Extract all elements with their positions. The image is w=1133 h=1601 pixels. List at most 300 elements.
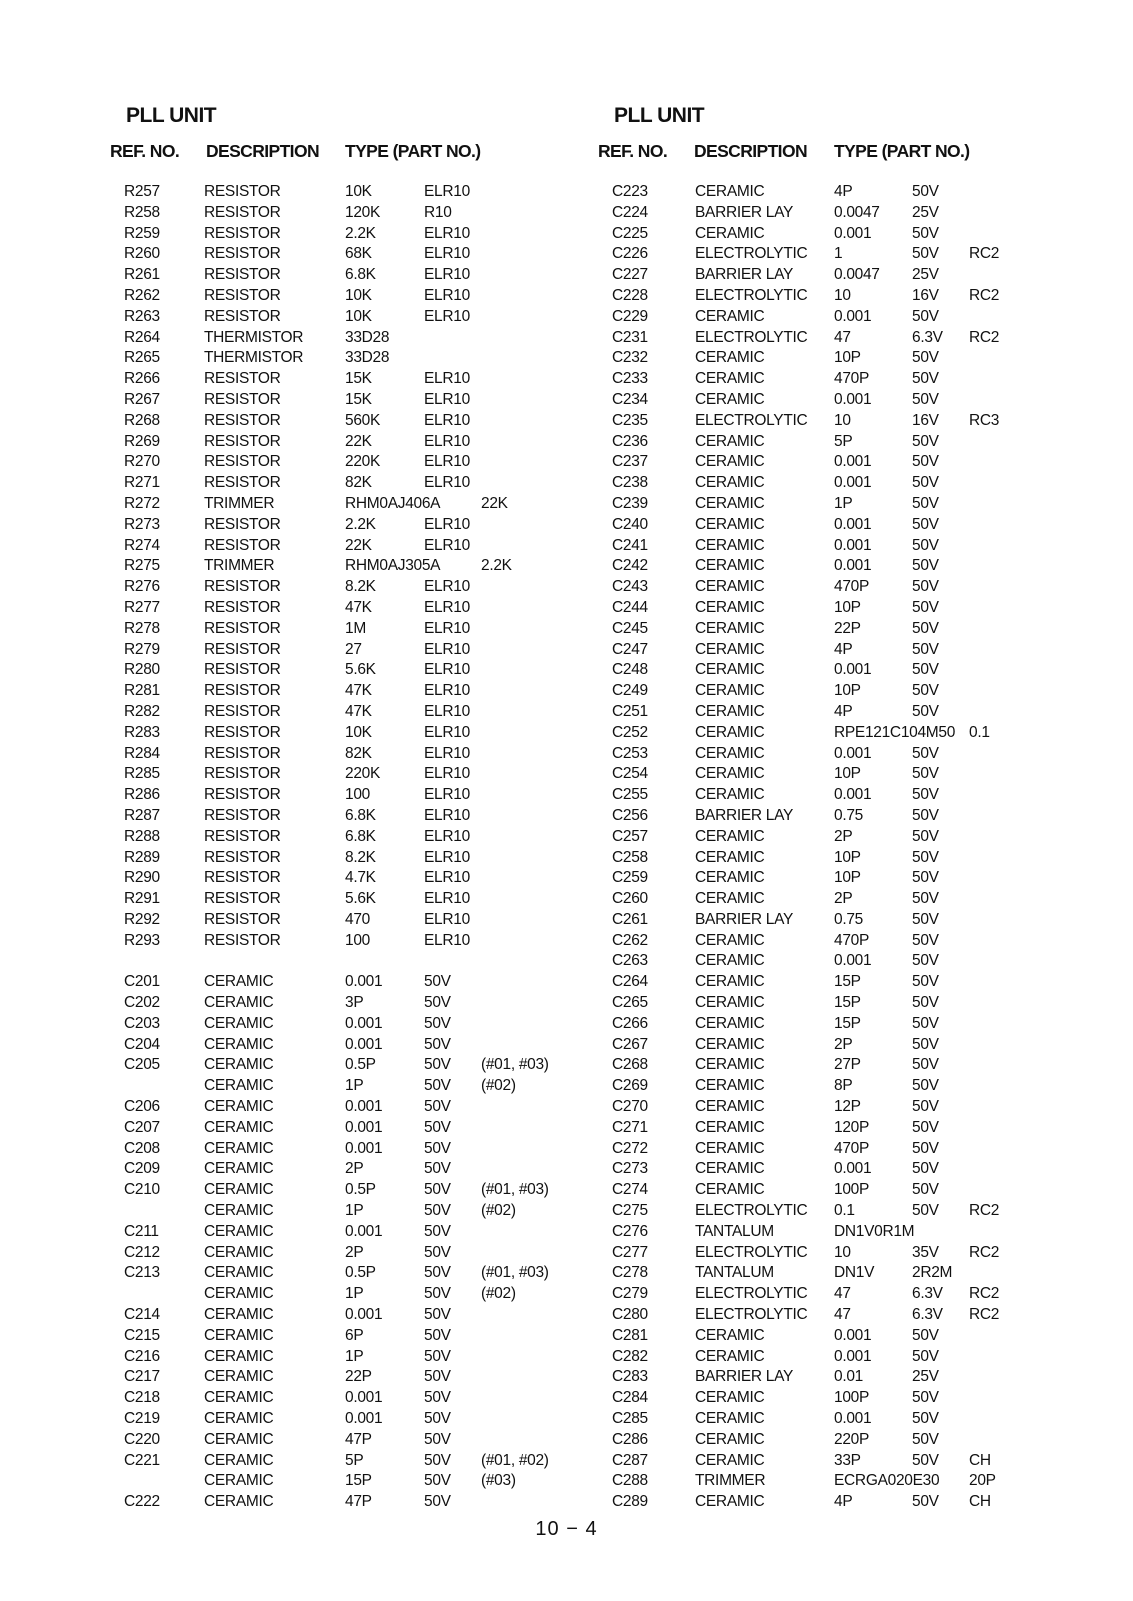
- ref-no: C237: [612, 453, 648, 471]
- part-rating: 50V: [912, 1326, 939, 1344]
- table-row: [612, 1096, 1032, 1117]
- description: CERAMIC: [695, 786, 765, 804]
- page-number: 10 − 4: [535, 1518, 598, 1540]
- table-row: [612, 1450, 1032, 1471]
- table-row: [612, 410, 1032, 431]
- description: ELECTROLYTIC: [695, 1243, 808, 1261]
- description: RESISTOR: [204, 183, 281, 200]
- type-value: 0.001: [345, 1035, 383, 1053]
- table-row: [124, 1158, 594, 1179]
- part-rating: 50V: [424, 994, 451, 1012]
- description: CERAMIC: [695, 744, 765, 762]
- part-rating: 50V: [424, 1493, 451, 1511]
- table-row: [612, 1138, 1032, 1159]
- table-row: [612, 722, 1032, 743]
- description: CERAMIC: [695, 765, 765, 783]
- note: RC2: [969, 328, 1000, 346]
- ref-no: C233: [612, 370, 648, 388]
- type-value: 10P: [834, 765, 861, 783]
- part-rating: ELR10: [424, 370, 470, 388]
- type-value: 100P: [834, 1181, 869, 1199]
- type-value: 0.0047: [834, 266, 880, 284]
- description: CERAMIC: [695, 183, 765, 200]
- part-rating: 50V: [912, 453, 939, 471]
- table-row: [124, 451, 594, 472]
- ref-no: C226: [612, 245, 648, 263]
- part-rating: 16V: [912, 411, 939, 429]
- table-row: [612, 826, 1032, 847]
- description: RESISTOR: [204, 682, 281, 700]
- type-value: 1P: [345, 1285, 364, 1303]
- type-value: 47: [834, 1306, 851, 1324]
- part-rating: 50V: [424, 1098, 451, 1116]
- ref-no: C248: [612, 661, 648, 679]
- table-row: [612, 1179, 1032, 1200]
- type-value: 1M: [345, 619, 366, 637]
- ref-no: R272: [124, 494, 160, 512]
- table-row: [612, 639, 1032, 660]
- table-row: [612, 451, 1032, 472]
- table-row: [124, 659, 594, 680]
- table-row: [124, 763, 594, 784]
- ref-no: C255: [612, 786, 648, 804]
- table-row: [612, 576, 1032, 597]
- ref-no: C271: [612, 1118, 648, 1136]
- description: BARRIER LAY: [695, 266, 794, 284]
- type-value: 0.001: [345, 1118, 383, 1136]
- part-rating: 50V: [912, 1160, 939, 1178]
- description: RESISTOR: [204, 370, 281, 388]
- ref-no: C244: [612, 598, 648, 616]
- type-value: 33P: [834, 1451, 861, 1469]
- description: CERAMIC: [695, 536, 765, 554]
- part-rating: 50V: [424, 1347, 451, 1365]
- type-value: 0.001: [834, 515, 872, 533]
- table-row: [612, 680, 1032, 701]
- part-rating: 50V: [912, 349, 939, 367]
- description: BARRIER LAY: [695, 203, 794, 221]
- table-row: [612, 555, 1032, 576]
- ref-no: C273: [612, 1160, 648, 1178]
- ref-no: C220: [124, 1430, 160, 1448]
- ref-no: C222: [124, 1493, 160, 1511]
- table-row: [124, 826, 594, 847]
- part-rating: 50V: [424, 1243, 451, 1261]
- description: CERAMIC: [695, 224, 765, 242]
- table-row: [124, 1325, 594, 1346]
- table-row: [612, 971, 1032, 992]
- type-value: 0.5P: [345, 1181, 376, 1199]
- description: RESISTOR: [204, 786, 281, 804]
- ref-no: R257: [124, 183, 160, 200]
- part-rating: 50V: [912, 869, 939, 887]
- description: RESISTOR: [204, 224, 281, 242]
- part-rating: 50V: [912, 474, 939, 492]
- ref-no: R284: [124, 744, 160, 762]
- ref-no: R269: [124, 432, 160, 450]
- table-row: [612, 243, 1032, 264]
- ref-no: C217: [124, 1368, 160, 1386]
- description: CERAMIC: [204, 1306, 274, 1324]
- type-value: 15K: [345, 370, 372, 388]
- part-rating: 50V: [912, 848, 939, 866]
- description: RESISTOR: [204, 390, 281, 408]
- ref-no: C260: [612, 890, 648, 908]
- part-rating: ELR10: [424, 598, 470, 616]
- table-row: [612, 805, 1032, 826]
- part-rating: 50V: [912, 806, 939, 824]
- description: CERAMIC: [204, 1264, 274, 1282]
- type-value: RPE121C104M50: [834, 723, 956, 741]
- part-rating: 50V: [424, 1410, 451, 1428]
- table-row: [124, 1262, 594, 1283]
- part-rating: 50V: [424, 1222, 451, 1240]
- part-rating: 25V: [912, 1368, 939, 1386]
- ref-no: C201: [124, 973, 160, 991]
- column-headers: [598, 141, 1032, 181]
- parts-list: [124, 181, 594, 1512]
- note: RC2: [969, 286, 1000, 304]
- type-value: 47: [834, 1285, 851, 1303]
- part-rating: 50V: [912, 557, 939, 575]
- note: CH: [969, 1451, 991, 1469]
- part-rating: 50V: [912, 515, 939, 533]
- type-value: 10K: [345, 183, 372, 200]
- note: 22K: [481, 494, 508, 512]
- part-rating: 50V: [912, 536, 939, 554]
- description: TRIMMER: [204, 494, 275, 512]
- description: CERAMIC: [204, 1181, 274, 1199]
- ref-no: C218: [124, 1389, 160, 1407]
- table-row: [612, 950, 1032, 971]
- description: RESISTOR: [204, 411, 281, 429]
- table-row: [124, 1470, 594, 1491]
- part-rating: 50V: [912, 1202, 939, 1220]
- ref-no: R285: [124, 765, 160, 783]
- note: (#02): [481, 1202, 516, 1220]
- unit-title: PLL UNIT: [614, 104, 705, 127]
- table-row: [612, 1054, 1032, 1075]
- note: (#03): [481, 1472, 516, 1490]
- type-value: 1P: [345, 1347, 364, 1365]
- header-description: DESCRIPTION: [206, 141, 319, 161]
- description: RESISTOR: [204, 661, 281, 679]
- ref-no: C240: [612, 515, 648, 533]
- description: RESISTOR: [204, 702, 281, 720]
- ref-no: C227: [612, 266, 648, 284]
- ref-no: C262: [612, 931, 648, 949]
- part-rating: 50V: [424, 1472, 451, 1490]
- ref-no: C272: [612, 1139, 648, 1157]
- part-rating: ELR10: [424, 640, 470, 658]
- ref-no: R264: [124, 328, 160, 346]
- part-rating: 50V: [912, 640, 939, 658]
- description: RESISTOR: [204, 827, 281, 845]
- table-row: [124, 1491, 594, 1512]
- type-value: 47P: [345, 1493, 372, 1511]
- table-row: [612, 181, 1032, 202]
- table-row: [612, 743, 1032, 764]
- part-rating: ELR10: [424, 536, 470, 554]
- description: THERMISTOR: [204, 328, 304, 346]
- description: RESISTOR: [204, 432, 281, 450]
- type-value: 470P: [834, 578, 869, 596]
- part-rating: 50V: [424, 1118, 451, 1136]
- type-value: 0.001: [834, 744, 872, 762]
- ref-no: C223: [612, 183, 648, 200]
- type-value: 470: [345, 910, 370, 928]
- header-ref-no: REF. NO.: [598, 141, 668, 161]
- note: RC2: [969, 1306, 1000, 1324]
- ref-no: R288: [124, 827, 160, 845]
- table-row: [124, 1221, 594, 1242]
- table-row: [124, 1450, 594, 1471]
- table-row: [124, 1283, 594, 1304]
- type-value: DN1V: [834, 1264, 875, 1282]
- ref-no: C221: [124, 1451, 160, 1469]
- ref-no: C219: [124, 1410, 160, 1428]
- part-rating: 50V: [912, 183, 939, 200]
- type-value: 1P: [834, 494, 853, 512]
- table-row: [612, 514, 1032, 535]
- part-rating: 50V: [912, 786, 939, 804]
- ref-no: C283: [612, 1368, 648, 1386]
- description: CERAMIC: [695, 1056, 765, 1074]
- ref-no: R273: [124, 515, 160, 533]
- description: TANTALUM: [695, 1264, 774, 1282]
- ref-no: C268: [612, 1056, 648, 1074]
- ref-no: C263: [612, 952, 648, 970]
- description: CERAMIC: [204, 1410, 274, 1428]
- description: BARRIER LAY: [695, 910, 794, 928]
- type-value: 0.5P: [345, 1056, 376, 1074]
- table-row: [124, 992, 594, 1013]
- type-value: 10P: [834, 598, 861, 616]
- part-rating: 50V: [912, 307, 939, 325]
- part-rating: 50V: [912, 598, 939, 616]
- description: RESISTOR: [204, 536, 281, 554]
- type-value: 10K: [345, 723, 372, 741]
- type-value: 0.001: [345, 1098, 383, 1116]
- ref-no: C275: [612, 1202, 648, 1220]
- ref-no: C204: [124, 1035, 160, 1053]
- type-value: 10P: [834, 682, 861, 700]
- part-rating: 35V: [912, 1243, 939, 1261]
- description: CERAMIC: [695, 890, 765, 908]
- part-rating: 25V: [912, 203, 939, 221]
- description: CERAMIC: [695, 869, 765, 887]
- table-row: [612, 1387, 1032, 1408]
- part-rating: R10: [424, 203, 452, 221]
- part-rating: 50V: [912, 432, 939, 450]
- description: CERAMIC: [695, 1077, 765, 1095]
- description: CERAMIC: [695, 1389, 765, 1407]
- table-row: [124, 930, 594, 951]
- table-row: [612, 1075, 1032, 1096]
- description: CERAMIC: [695, 494, 765, 512]
- description: CERAMIC: [695, 827, 765, 845]
- table-row: [124, 181, 594, 202]
- description: TANTALUM: [695, 1222, 774, 1240]
- table-row: [612, 431, 1032, 452]
- description: TRIMMER: [204, 557, 275, 575]
- description: CERAMIC: [695, 848, 765, 866]
- ref-no: C210: [124, 1181, 160, 1199]
- type-value: 15P: [834, 1014, 861, 1032]
- table-row: [612, 1429, 1032, 1450]
- part-rating: ELR10: [424, 266, 470, 284]
- part-rating: ELR10: [424, 619, 470, 637]
- table-row: [124, 847, 594, 868]
- type-value: 0.01: [834, 1368, 863, 1386]
- part-rating: 50V: [912, 1347, 939, 1365]
- note: RC2: [969, 1285, 1000, 1303]
- description: CERAMIC: [204, 1139, 274, 1157]
- ref-no: C236: [612, 432, 648, 450]
- type-value: 0.001: [834, 661, 872, 679]
- description: CERAMIC: [695, 952, 765, 970]
- ref-no: C288: [612, 1472, 648, 1490]
- description: CERAMIC: [204, 1202, 274, 1220]
- ref-no: C231: [612, 328, 648, 346]
- type-value: 0.001: [834, 1347, 872, 1365]
- type-value: 220K: [345, 453, 380, 471]
- part-rating: 50V: [912, 682, 939, 700]
- part-rating: 50V: [912, 1118, 939, 1136]
- type-value: 100: [345, 931, 370, 949]
- note: (#01, #02): [481, 1451, 549, 1469]
- type-value: 0.75: [834, 806, 863, 824]
- description: CERAMIC: [695, 1347, 765, 1365]
- note: RC2: [969, 1243, 1000, 1261]
- ref-no: C285: [612, 1410, 648, 1428]
- ref-no: R258: [124, 203, 160, 221]
- ref-no: C287: [612, 1451, 648, 1469]
- ref-no: C257: [612, 827, 648, 845]
- ref-no: C251: [612, 702, 648, 720]
- description: CERAMIC: [204, 1243, 274, 1261]
- part-rating: ELR10: [424, 578, 470, 596]
- ref-no: R267: [124, 390, 160, 408]
- part-rating: 50V: [912, 1181, 939, 1199]
- ref-no: C212: [124, 1243, 160, 1261]
- description: CERAMIC: [695, 994, 765, 1012]
- ref-no: R291: [124, 890, 160, 908]
- type-value: 5P: [834, 432, 853, 450]
- type-value: 120P: [834, 1118, 869, 1136]
- part-rating: 50V: [424, 973, 451, 991]
- type-value: 120K: [345, 203, 380, 221]
- ref-no: C276: [612, 1222, 648, 1240]
- table-row: [124, 264, 594, 285]
- type-value: 0.001: [345, 973, 383, 991]
- ref-no: C264: [612, 973, 648, 991]
- table-row: [124, 1429, 594, 1450]
- description: CERAMIC: [695, 973, 765, 991]
- type-value: 8P: [834, 1077, 853, 1095]
- description: CERAMIC: [695, 1098, 765, 1116]
- ref-no: R292: [124, 910, 160, 928]
- type-value: 47K: [345, 702, 372, 720]
- type-value: 0.001: [834, 224, 872, 242]
- table-row: [612, 202, 1032, 223]
- table-row: [612, 597, 1032, 618]
- table-row: [612, 784, 1032, 805]
- part-rating: 50V: [912, 952, 939, 970]
- table-row: [124, 867, 594, 888]
- ref-no: C270: [612, 1098, 648, 1116]
- type-value: 6.8K: [345, 827, 376, 845]
- description: RESISTOR: [204, 245, 281, 263]
- type-value: DN1V0R1M: [834, 1222, 915, 1240]
- description: CERAMIC: [204, 1368, 274, 1386]
- description: RESISTOR: [204, 890, 281, 908]
- type-value: 47K: [345, 598, 372, 616]
- table-row: [612, 1221, 1032, 1242]
- ref-no: C253: [612, 744, 648, 762]
- table-row: [124, 306, 594, 327]
- ref-no: C211: [124, 1222, 159, 1240]
- part-rating: 6.3V: [912, 1306, 943, 1324]
- ref-no: C215: [124, 1326, 160, 1344]
- left-parts-column: [110, 104, 594, 1512]
- table-row: [124, 431, 594, 452]
- part-rating: ELR10: [424, 744, 470, 762]
- ref-no: C239: [612, 494, 648, 512]
- description: CERAMIC: [695, 723, 765, 741]
- note: 20P: [969, 1472, 996, 1490]
- type-value: 2.2K: [345, 515, 376, 533]
- ref-no: R274: [124, 536, 160, 554]
- part-rating: ELR10: [424, 890, 470, 908]
- part-rating: 50V: [424, 1451, 451, 1469]
- description: CERAMIC: [695, 1160, 765, 1178]
- type-value: 220K: [345, 765, 380, 783]
- ref-no: R266: [124, 370, 160, 388]
- ref-no: C208: [124, 1139, 160, 1157]
- description: CERAMIC: [695, 619, 765, 637]
- description: BARRIER LAY: [695, 806, 794, 824]
- note: (#01, #03): [481, 1056, 549, 1074]
- type-value: 3P: [345, 994, 364, 1012]
- table-row: [124, 639, 594, 660]
- part-rating: 50V: [912, 661, 939, 679]
- table-row: [612, 1262, 1032, 1283]
- ref-no: C225: [612, 224, 648, 242]
- description: CERAMIC: [695, 661, 765, 679]
- table-row: [124, 1138, 594, 1159]
- part-rating: ELR10: [424, 786, 470, 804]
- description: ELECTROLYTIC: [695, 286, 808, 304]
- type-value: 4P: [834, 1493, 853, 1511]
- table-row: [612, 535, 1032, 556]
- ref-no: R259: [124, 224, 160, 242]
- table-row: [612, 264, 1032, 285]
- ref-no: C249: [612, 682, 648, 700]
- description: RESISTOR: [204, 848, 281, 866]
- type-value: 6.8K: [345, 806, 376, 824]
- description: RESISTOR: [204, 744, 281, 762]
- type-value: 10: [834, 1243, 851, 1261]
- part-rating: 50V: [912, 1410, 939, 1428]
- type-value: 47K: [345, 682, 372, 700]
- part-rating: 50V: [424, 1181, 451, 1199]
- table-row: [124, 368, 594, 389]
- ref-no: C241: [612, 536, 648, 554]
- part-rating: 50V: [912, 1451, 939, 1469]
- ref-no: R276: [124, 578, 160, 596]
- description: CERAMIC: [695, 682, 765, 700]
